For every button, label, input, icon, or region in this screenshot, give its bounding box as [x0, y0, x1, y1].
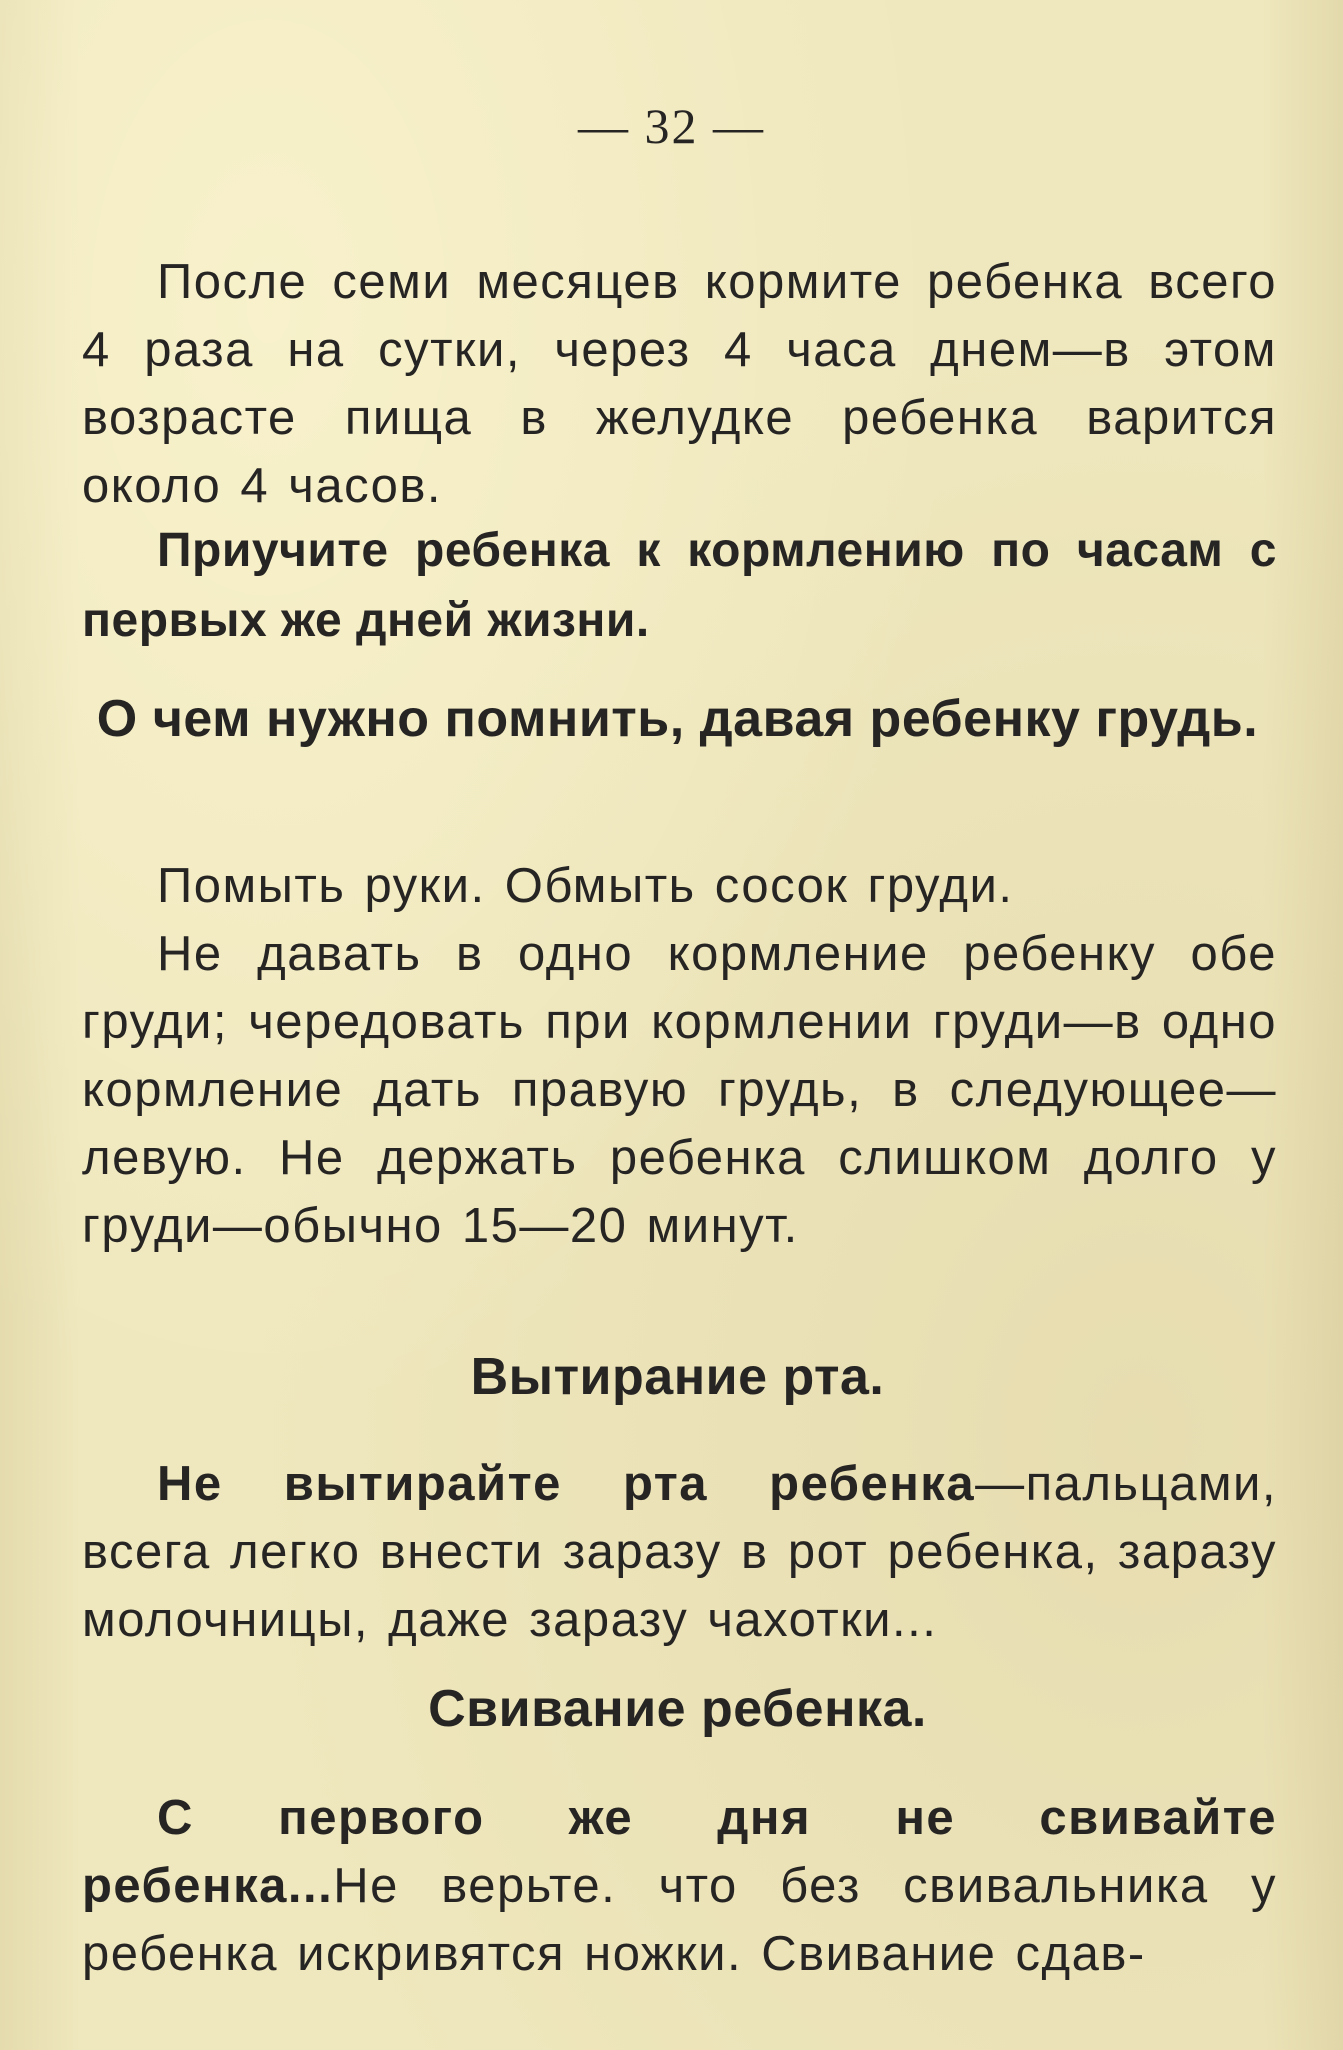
paragraph-swaddling-emphasis: С первого же дня не свивайте ребенка...	[82, 1791, 1277, 1913]
heading-wiping-mouth: Вытирание рта.	[470, 1348, 885, 1406]
page-number: — 32 —	[578, 98, 765, 154]
paragraph-wiping-mouth-emphasis: Не вытирайте рта ребенка	[157, 1457, 976, 1511]
paragraph-swaddling-text: Не верьте. что без свивальника у ребенка искривятся ножки. Свивание сдав-	[82, 1859, 1277, 1981]
heading-breastfeeding-reminders: О чем нужно помнить, давая ребенку грудь.	[96, 690, 1259, 748]
paragraph-wiping-mouth-text: —пальцами, всега легко внести заразу в рот ребенка, заразу молочницы, даже заразу чахотки...	[82, 1457, 1277, 1647]
heading-swaddling: Свивание ребенка.	[428, 1680, 927, 1738]
paragraph-wiping-mouth	[82, 1450, 1277, 1654]
paragraph-feeding-after-seven-months: После семи месяцев кормите ребенка всего 4 раза на сутки, через 4 часа днем—в этом возрасте пища в желудке ребенка варится около 4 часов.	[82, 255, 1277, 513]
paragraph-wash-hands: Помыть руки. Обмыть сосок груди.	[157, 859, 1014, 913]
paragraph-swaddling	[82, 1784, 1277, 1988]
paragraph-feeding-by-hours: Приучите ребенка к кормлению по часам с первых же дней жизни.	[82, 524, 1277, 647]
paragraph-alternate-breasts: Не давать в одно кормление ребенку обе груди; чередовать при кормлении груди—в одно кормление дать правую грудь, в следующее—левую. Не держать ребенка слишком долго у груди—обычно 15—20 минут.	[82, 927, 1277, 1253]
